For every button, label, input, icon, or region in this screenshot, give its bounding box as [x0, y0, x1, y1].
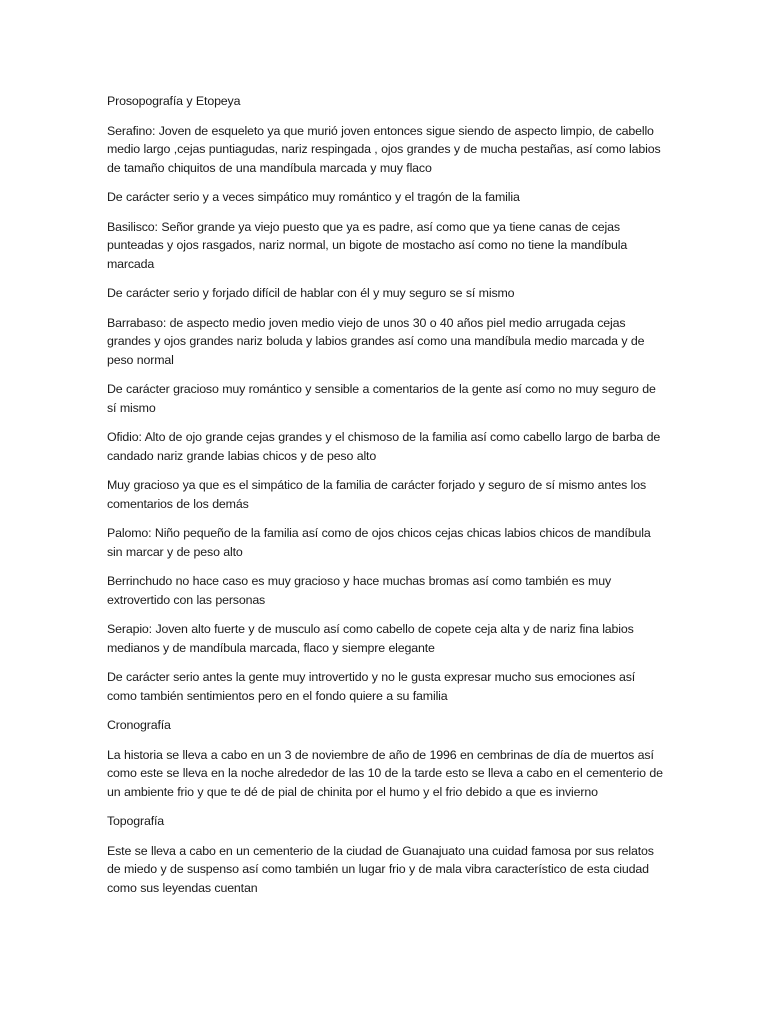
paragraph-cronografia: La historia se lleva a cabo en un 3 de noviembre de año de 1996 en cembrinas de día de muertos así como este se lleva en la noche alrededor de las 10 de la tarde esto se lleva a cabo en el cementerio de un ambiente frio y que te dé de pial de chinita por el humo y el frio debido a que es invierno [107, 747, 663, 799]
paragraph-palomo: Palomo: Niño pequeño de la familia así como de ojos chicos cejas chicas labios chicos de mandíbula sin marcar y de peso alto [107, 526, 651, 559]
paragraph-barrabaso-caracter: De carácter gracioso muy romántico y sensible a comentarios de la gente así como no muy seguro de sí mismo [107, 382, 656, 415]
section-title-prosopografia: Prosopografía y Etopeya [107, 94, 241, 108]
paragraph-topografia: Este se lleva a cabo en un cementerio de la ciudad de Guanajuato una cuidad famosa por sus relatos de miedo y de suspenso así como también un lugar frio y de mala vibra característico de esta ciudad como sus leyendas cuentan [107, 843, 654, 895]
paragraph-serafino: Serafino: Joven de esqueleto ya que murió joven entonces sigue siendo de aspecto limpio, de cabello medio largo ,cejas puntiagudas, nariz respingada , ojos grandes y de mucha pestañas, así como labios de tamaño chiquitos de una mandíbula marcada y muy flaco [107, 123, 661, 175]
paragraph-ofidio-caracter: Muy gracioso ya que es el simpático de la familia de carácter forjado y seguro de sí mismo antes los comentarios de los demás [107, 478, 647, 511]
paragraph-basilisco: Basilisco: Señor grande ya viejo puesto que ya es padre, así como que ya tiene canas de cejas punteadas y ojos rasgados, nariz normal, un bigote de mostacho así como no tiene la mandíbula marcada [107, 219, 628, 271]
section-title-topografia: Topografía [107, 814, 165, 828]
paragraph-serapio: Serapio: Joven alto fuerte y de musculo así como cabello de copete ceja alta y de nariz fina labios medianos y de mandíbula marcada, flaco y siempre elegante [107, 622, 634, 655]
paragraph-serapio-caracter: De carácter serio antes la gente muy introvertido y no le gusta expresar mucho sus emociones así como también sentimientos pero en el fondo quiere a su familia [107, 670, 636, 703]
section-title-cronografia: Cronografía [107, 718, 171, 732]
paragraph-palomo-caracter: Berrinchudo no hace caso es muy gracioso y hace muchas bromas así como también es muy extrovertido con las personas [107, 574, 612, 607]
paragraph-barrabaso: Barrabaso: de aspecto medio joven medio viejo de unos 30 o 40 años piel medio arrugada cejas grandes y ojos grandes nariz boluda y labios grandes así como una mandíbula medio marcada y de peso normal [107, 315, 645, 367]
paragraph-basilisco-caracter: De carácter serio y forjado difícil de hablar con él y muy seguro se sí mismo [107, 286, 515, 300]
paragraph-ofidio: Ofidio: Alto de ojo grande cejas grandes y el chismoso de la familia así como cabello largo de barba de candado nariz grande labias chicos y de peso alto [107, 430, 661, 463]
paragraph-serafino-caracter: De carácter serio y a veces simpático muy romántico y el tragón de la familia [107, 190, 520, 204]
document-body [107, 92, 667, 908]
